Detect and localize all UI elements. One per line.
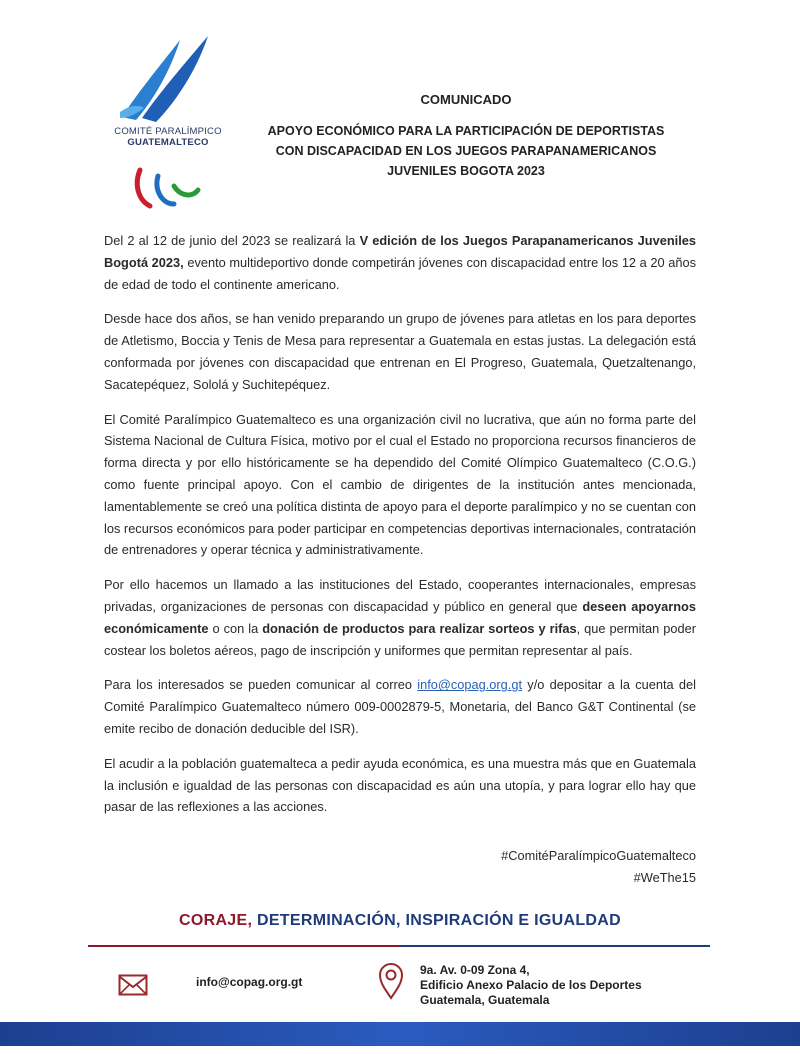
- paragraph-2: Desde hace dos años, se han venido preparando un grupo de jóvenes para atletas en los para deportes de Atletismo, Boccia y Tenis de Mesa para representar a Guatemala en estas justas. La delegación está conformada por jóvenes con discapacidad que entrenan en El Progreso, Guatemala, Quetzaltenango, Sacatepéquez, Sololá y Suchitepéquez.: [104, 311, 696, 392]
- p4-bold-support: deseen apoyarnos económicamente: [104, 598, 696, 636]
- email-link[interactable]: info@copag.org.gt: [417, 677, 523, 693]
- footer-address: [420, 963, 642, 1008]
- address-line-2: Edificio Anexo Palacio de los Deportes: [420, 978, 642, 992]
- paragraph-5: [104, 674, 696, 739]
- flame-logo-icon: [108, 32, 228, 127]
- envelope-icon: [118, 974, 148, 996]
- paralympic-committee-logo: [108, 32, 228, 217]
- motto-word-3: INSPIRACIÓN E IGUALDAD: [400, 912, 621, 929]
- communique-label: COMUNICADO: [420, 92, 512, 107]
- hashtags: [404, 845, 696, 889]
- address-line-1: 9a. Av. 0-09 Zona 4,: [420, 963, 530, 977]
- motto-divider: [88, 945, 710, 947]
- paragraph-6: El acudir a la población guatemalteca a pedir ayuda económica, es una muestra más que en Guatemala la inclusión e igualdad de las personas con discapacidad es aún una utopía, y para lograr ello hay que pasar de las reflexiones a las acciones.: [104, 755, 696, 815]
- logo-line-1: COMITÉ PARALÍMPICO: [114, 126, 222, 137]
- footer-email[interactable]: info@copag.org.gt: [196, 975, 303, 989]
- p1-bold-event: V edición de los Juegos Parapanamericanos Juveniles Bogotá 2023,: [104, 233, 696, 270]
- title-line-2: CON DISCAPACIDAD EN LOS JUEGOS PARAPANAMERICANOS: [275, 144, 657, 158]
- document-header: [236, 92, 696, 181]
- logo-line-2: GUATEMALTECO: [127, 137, 209, 148]
- motto-word-1: CORAJE,: [179, 912, 253, 929]
- p1-text-a: Del 2 al 12 de junio del 2023 se realizará la: [104, 233, 360, 248]
- p4-text-a: Por ello hacemos un llamado a las instituciones del Estado, cooperantes internacionales, empresas privadas, organizaciones de personas con discapacidad y público en general que: [104, 577, 696, 614]
- location-pin-icon: [378, 962, 404, 1000]
- address-line-3: Guatemala, Guatemala: [420, 993, 550, 1007]
- p5-text-b: y/o depositar a la cuenta del Comité Paralímpico Guatemalteco número 009-0002879-5, Monetaria, del Banco G&T Continental (se emite recibo de donación deducible del ISR).: [104, 677, 696, 736]
- document-body: [104, 230, 696, 831]
- hashtag-wethe15: #WeThe15: [633, 870, 696, 885]
- p5-text-a: Para los interesados se pueden comunicar al correo: [104, 677, 418, 693]
- motto-word-2: DETERMINACIÓN,: [252, 912, 401, 929]
- communique-title: [236, 121, 696, 181]
- p4-text-e: , que permitan poder costear los boletos aéreos, pago de inscripción y uniformes que permitan representar al país.: [104, 620, 697, 658]
- motto: [80, 912, 720, 930]
- paragraph-4: [104, 574, 696, 661]
- p4-text-c: o con la: [208, 620, 263, 636]
- footer-color-bar: [0, 1022, 800, 1046]
- title-line-1: APOYO ECONÓMICO PARA LA PARTICIPACIÓN DE DEPORTISTAS: [267, 124, 665, 138]
- title-line-3: JUVENILES BOGOTA 2023: [387, 164, 545, 178]
- logo-text: [108, 126, 228, 148]
- paragraph-3: El Comité Paralímpico Guatemalteco es una organización civil no lucrativa, que aún no forma parte del Sistema Nacional de Cultura Física, motivo por el cual el Estado no proporciona recursos financieros de forma directa y por ello históricamente se ha dependido del Comité Olímpico Guatemalteco (C.O.G.) como fuente principal apoyo. Con el cambio de dirigentes de la institución antes mencionada, lamentablemente se creó una política distinta de apoyo para el deporte paralímpico y no se cuentan con los recursos económicos para poder participar en competencias deportivas internacionales, contratación de entrenadores y operar técnica y administrativamente.: [104, 411, 696, 558]
- hashtag-committee: #ComitéParalímpicoGuatemalteco: [501, 848, 696, 863]
- p4-bold-donation: donación de productos para realizar sorteos y rifas: [262, 620, 577, 636]
- agitos-icon: [132, 160, 204, 212]
- paragraph-1: [104, 230, 696, 295]
- p1-text-c: evento multideportivo donde competirán jóvenes con discapacidad entre los 12 a 20 años de edad de todo el continente americano.: [104, 254, 696, 292]
